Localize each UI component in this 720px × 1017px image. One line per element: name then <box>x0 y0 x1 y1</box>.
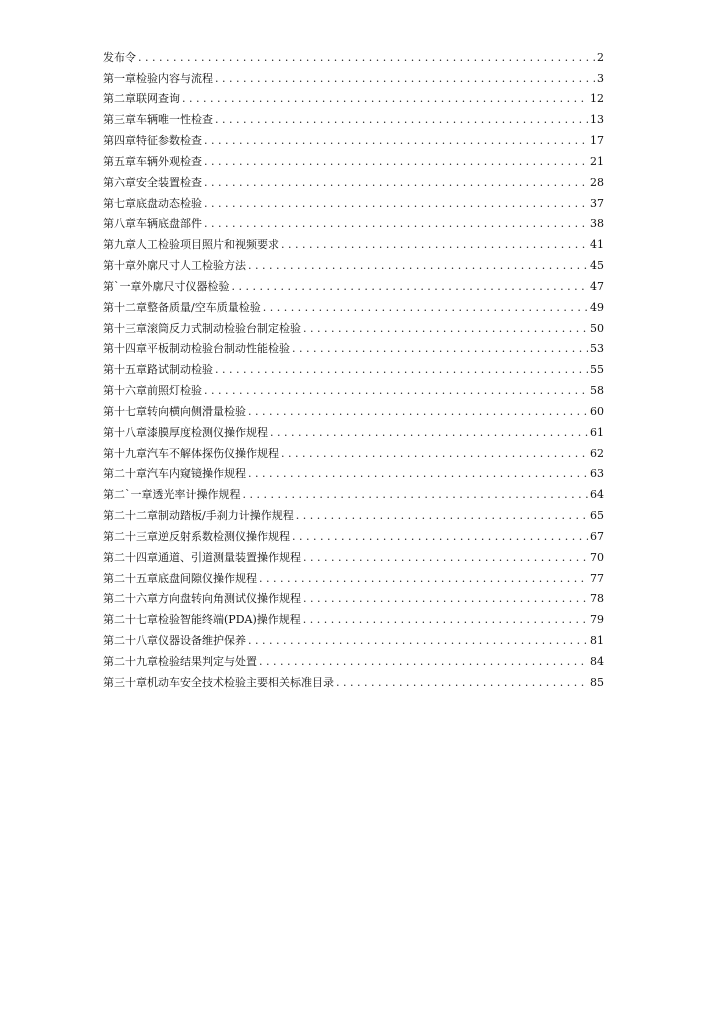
toc-entry[interactable] <box>103 315 604 336</box>
toc-dot-leader <box>248 259 588 273</box>
toc-dot-leader <box>138 51 595 65</box>
toc-entry-title: 第二十九章检验结果判定与处置 <box>103 654 257 668</box>
toc-entry[interactable] <box>103 190 604 211</box>
toc-dot-leader <box>281 238 588 252</box>
toc-entry[interactable] <box>103 440 604 461</box>
toc-entry-title: 第`一章外廓尺寸仪器检验 <box>103 279 230 293</box>
toc-dot-leader <box>204 217 588 231</box>
toc-entry[interactable] <box>103 586 604 607</box>
toc-entry[interactable] <box>103 398 604 419</box>
toc-entry-page-number: 13 <box>590 113 604 127</box>
toc-entry-page-number: 50 <box>590 321 604 335</box>
toc-entry-page-number: 41 <box>590 238 604 252</box>
toc-entry-page-number: 49 <box>590 300 604 314</box>
toc-entry[interactable] <box>103 544 604 565</box>
toc-dot-leader <box>303 613 588 627</box>
toc-entry-title: 第十二章整备质量/空车质量检验 <box>103 300 261 314</box>
toc-entry-page-number: 81 <box>590 634 604 648</box>
toc-entry-title: 第十章外廓尺寸人工检验方法 <box>103 259 246 273</box>
toc-entry-page-number: 47 <box>590 279 604 293</box>
toc-entry[interactable] <box>103 252 604 273</box>
toc-entry-page-number: 78 <box>590 592 604 606</box>
toc-entry-title: 第二`一章透光率计操作规程 <box>103 488 241 502</box>
toc-dot-leader <box>248 405 588 419</box>
toc-entry[interactable] <box>103 523 604 544</box>
toc-dot-leader <box>292 342 588 356</box>
toc-entry[interactable] <box>103 606 604 627</box>
toc-entry-page-number: 65 <box>590 509 604 523</box>
toc-entry-page-number: 62 <box>590 446 604 460</box>
toc-entry-page-number: 58 <box>590 384 604 398</box>
toc-dot-leader <box>303 592 588 606</box>
toc-entry-title: 第二十八章仪器设备维护保养 <box>103 634 246 648</box>
toc-entry-page-number: 64 <box>590 488 604 502</box>
toc-entry-title: 第十五章路试制动检验 <box>103 363 213 377</box>
toc-entry-title: 第三章车辆唯一性检查 <box>103 113 213 127</box>
toc-entry[interactable] <box>103 461 604 482</box>
toc-entry-page-number: 12 <box>590 92 604 106</box>
toc-entry-page-number: 84 <box>590 654 604 668</box>
toc-entry-title: 发布令 <box>103 50 136 64</box>
toc-dot-leader <box>270 426 588 440</box>
toc-entry-page-number: 28 <box>590 175 604 189</box>
toc-entry-page-number: 79 <box>590 613 604 627</box>
toc-entry[interactable] <box>103 356 604 377</box>
toc-entry-title: 第十三章滚筒反力式制动检验台制定检验 <box>103 321 301 335</box>
toc-entry[interactable] <box>103 565 604 586</box>
toc-entry-page-number: 85 <box>590 675 604 689</box>
toc-entry-title: 第一章检验内容与流程 <box>103 71 213 85</box>
toc-entry-title: 第十九章汽车不解体探伤仪操作规程 <box>103 446 279 460</box>
toc-entry-title: 第四章特征参数检查 <box>103 134 202 148</box>
toc-entry[interactable] <box>103 627 604 648</box>
toc-dot-leader <box>215 113 588 127</box>
toc-entry-title: 第二十四章通道、引道测量装置操作规程 <box>103 550 301 564</box>
toc-entry[interactable] <box>103 273 604 294</box>
toc-dot-leader <box>215 72 595 86</box>
toc-entry-title: 第二十五章底盘间隙仪操作规程 <box>103 571 257 585</box>
toc-entry[interactable] <box>103 648 604 669</box>
toc-entry[interactable] <box>103 169 604 190</box>
toc-dot-leader <box>182 92 588 106</box>
toc-entry[interactable] <box>103 377 604 398</box>
toc-entry-title: 第二十三章逆反射系数检测仪操作规程 <box>103 529 290 543</box>
toc-entry-title: 第二十六章方向盘转向角测试仪操作规程 <box>103 592 301 606</box>
toc-entry-title: 第十六章前照灯检验 <box>103 384 202 398</box>
toc-entry-page-number: 60 <box>590 404 604 418</box>
toc-entry-title: 第五章车辆外观检查 <box>103 154 202 168</box>
toc-dot-leader <box>296 509 588 523</box>
toc-dot-leader <box>232 280 589 294</box>
toc-entry-title: 第十七章转向横向侧滑量检验 <box>103 404 246 418</box>
toc-entry-page-number: 67 <box>590 529 604 543</box>
toc-entry-page-number: 77 <box>590 571 604 585</box>
toc-dot-leader <box>204 384 588 398</box>
toc-entry-page-number: 21 <box>590 154 604 168</box>
toc-entry-title: 第八章车辆底盘部件 <box>103 217 202 231</box>
toc-entry-page-number: 53 <box>590 342 604 356</box>
toc-entry-page-number: 17 <box>590 134 604 148</box>
toc-entry-title: 第三十章机动车安全技术检验主要相关标准目录 <box>103 675 334 689</box>
toc-entry[interactable] <box>103 336 604 357</box>
toc-entry-page-number: 38 <box>590 217 604 231</box>
toc-entry-page-number: 61 <box>590 425 604 439</box>
toc-dot-leader <box>204 155 588 169</box>
toc-entry[interactable] <box>103 106 604 127</box>
toc-entry[interactable] <box>103 127 604 148</box>
toc-dot-leader <box>204 176 588 190</box>
toc-dot-leader <box>281 447 588 461</box>
toc-entry[interactable] <box>103 65 604 86</box>
toc-entry[interactable] <box>103 86 604 107</box>
toc-entry[interactable] <box>103 669 604 690</box>
toc-dot-leader <box>292 530 588 544</box>
toc-dot-leader <box>303 551 588 565</box>
toc-dot-leader <box>336 676 588 690</box>
toc-dot-leader <box>243 488 589 502</box>
toc-entry-page-number: 2 <box>597 50 604 64</box>
toc-entry-page-number: 45 <box>590 259 604 273</box>
toc-entry[interactable] <box>103 211 604 232</box>
toc-entry-title: 第二十章汽车内窥镜操作规程 <box>103 467 246 481</box>
toc-dot-leader <box>259 655 588 669</box>
toc-entry-title: 第六章安全装置检查 <box>103 175 202 189</box>
toc-entry[interactable] <box>103 502 604 523</box>
toc-dot-leader <box>263 301 588 315</box>
toc-dot-leader <box>303 322 588 336</box>
toc-entry-title: 第九章人工检验项目照片和视频要求 <box>103 238 279 252</box>
toc-entry-page-number: 37 <box>590 196 604 210</box>
toc-entry-title: 第十八章漆膜厚度检测仪操作规程 <box>103 425 268 439</box>
toc-dot-leader <box>204 134 588 148</box>
toc-entry-title: 第二章联网查询 <box>103 92 180 106</box>
toc-entry[interactable] <box>103 44 604 65</box>
toc-dot-leader <box>248 634 588 648</box>
table-of-contents <box>103 44 604 690</box>
toc-entry[interactable] <box>103 231 604 252</box>
toc-entry-title: 第十四章平板制动检验台制动性能检验 <box>103 342 290 356</box>
toc-entry[interactable] <box>103 148 604 169</box>
toc-entry-page-number: 3 <box>597 71 604 85</box>
toc-entry-page-number: 63 <box>590 467 604 481</box>
toc-entry[interactable] <box>103 294 604 315</box>
toc-entry-title: 第七章底盘动态检验 <box>103 196 202 210</box>
toc-dot-leader <box>215 363 588 377</box>
toc-entry[interactable] <box>103 419 604 440</box>
toc-entry-page-number: 70 <box>590 550 604 564</box>
toc-dot-leader <box>248 467 588 481</box>
toc-entry[interactable] <box>103 481 604 502</box>
toc-entry-page-number: 55 <box>590 363 604 377</box>
toc-entry-title: 第二十二章制动踏板/手刹力计操作规程 <box>103 509 294 523</box>
toc-entry-title: 第二十七章检验智能终端(PDA)操作规程 <box>103 613 301 627</box>
toc-dot-leader <box>204 197 588 211</box>
toc-dot-leader <box>259 572 588 586</box>
